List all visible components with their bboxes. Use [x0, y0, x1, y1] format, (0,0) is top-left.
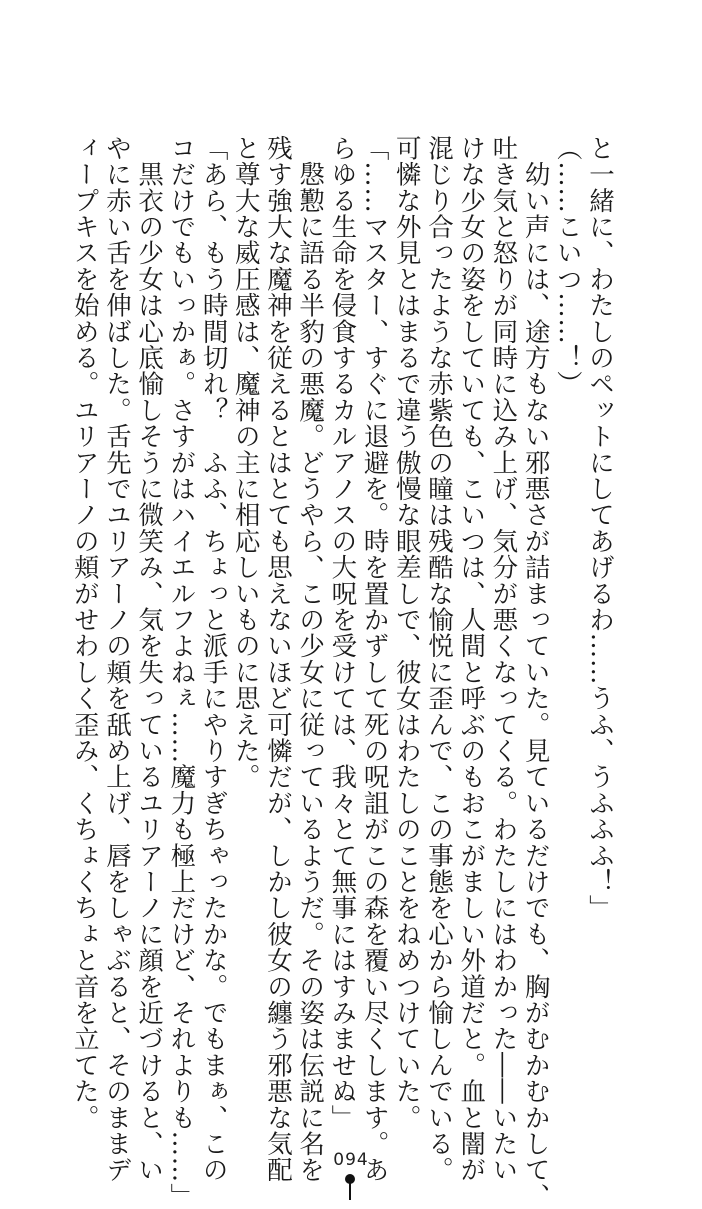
- text-column-6: 混じり合ったような赤紫色の瞳は残酷な愉悦に歪んで、この事態を心から愉しんでいる。: [423, 135, 454, 1184]
- text-column-10: 慇懃に語る半豹の悪魔。どうやら、この少女に従っているようだ。その姿は伝説に名を: [295, 135, 326, 1183]
- text-column-2: （……こいつ……！）: [552, 135, 583, 397]
- text-column-7: 可憐な外見とはまるで違う傲慢な眼差しで、彼女はわたしのことをねめつけていた。: [391, 135, 422, 1131]
- text-column-4: 吐き気と怒りが同時に込み上げ、気分が悪くなってくる。わたしにはわかった――いたい: [488, 135, 519, 1183]
- text-column-1: と一緒に、わたしのペットにしてあげるわ……うふ、うふふふ！」: [585, 135, 615, 921]
- text-column-12: と尊大な威圧感は、魔神の主に相応しいものに思えた。: [230, 135, 261, 790]
- text-column-11: 残す強大な魔神を従えるとはとても思えないほど可憐だが、しかし彼女の纏う邪悪な気配: [262, 135, 293, 1183]
- text-column-9: らゆる生命を侵食するカルアノスの大呪を受けては、我々とて無事にはすみませぬ」: [327, 135, 358, 1131]
- page-number: 094: [333, 1150, 369, 1170]
- pin-marker-stem: [349, 1183, 351, 1200]
- text-column-14: コだけでもいっかぁ。さすがはハイエルフよねぇ……魔力も極上だけど、それよりも……」: [166, 135, 197, 1209]
- text-column-8: 「……マスター、すぐに退避を。時を置かずして死の呪詛がこの森を覆い尽くします。あ: [359, 135, 390, 1183]
- text-column-16: やに赤い舌を伸ばした。舌先でユリアーノの頬を舐め上げ、唇をしゃぶると、そのままデ: [101, 135, 132, 1183]
- text-column-15: 黒衣の少女は心底愉しそうに微笑み、気を失っているユリアーノに顔を近づけると、い: [134, 135, 165, 1183]
- text-column-3: 幼い声には、途方もない邪悪さが詰まっていた。見ているだけでも、胸がむかむかして、: [520, 135, 551, 1209]
- text-column-5: けな少女の姿をしていても、こいつは、人間と呼ぶのもおこがましい外道だと。血と闇が: [456, 135, 487, 1183]
- text-column-17: ィープキスを始める。ユリアーノの頬がせわしく歪み、くちょくちょと音を立てた。: [69, 135, 100, 1131]
- text-column-13: 「あら、もう時間切れ？ ふふ、ちょっと派手にやりすぎちゃったかな。でもまぁ、この: [198, 135, 229, 1183]
